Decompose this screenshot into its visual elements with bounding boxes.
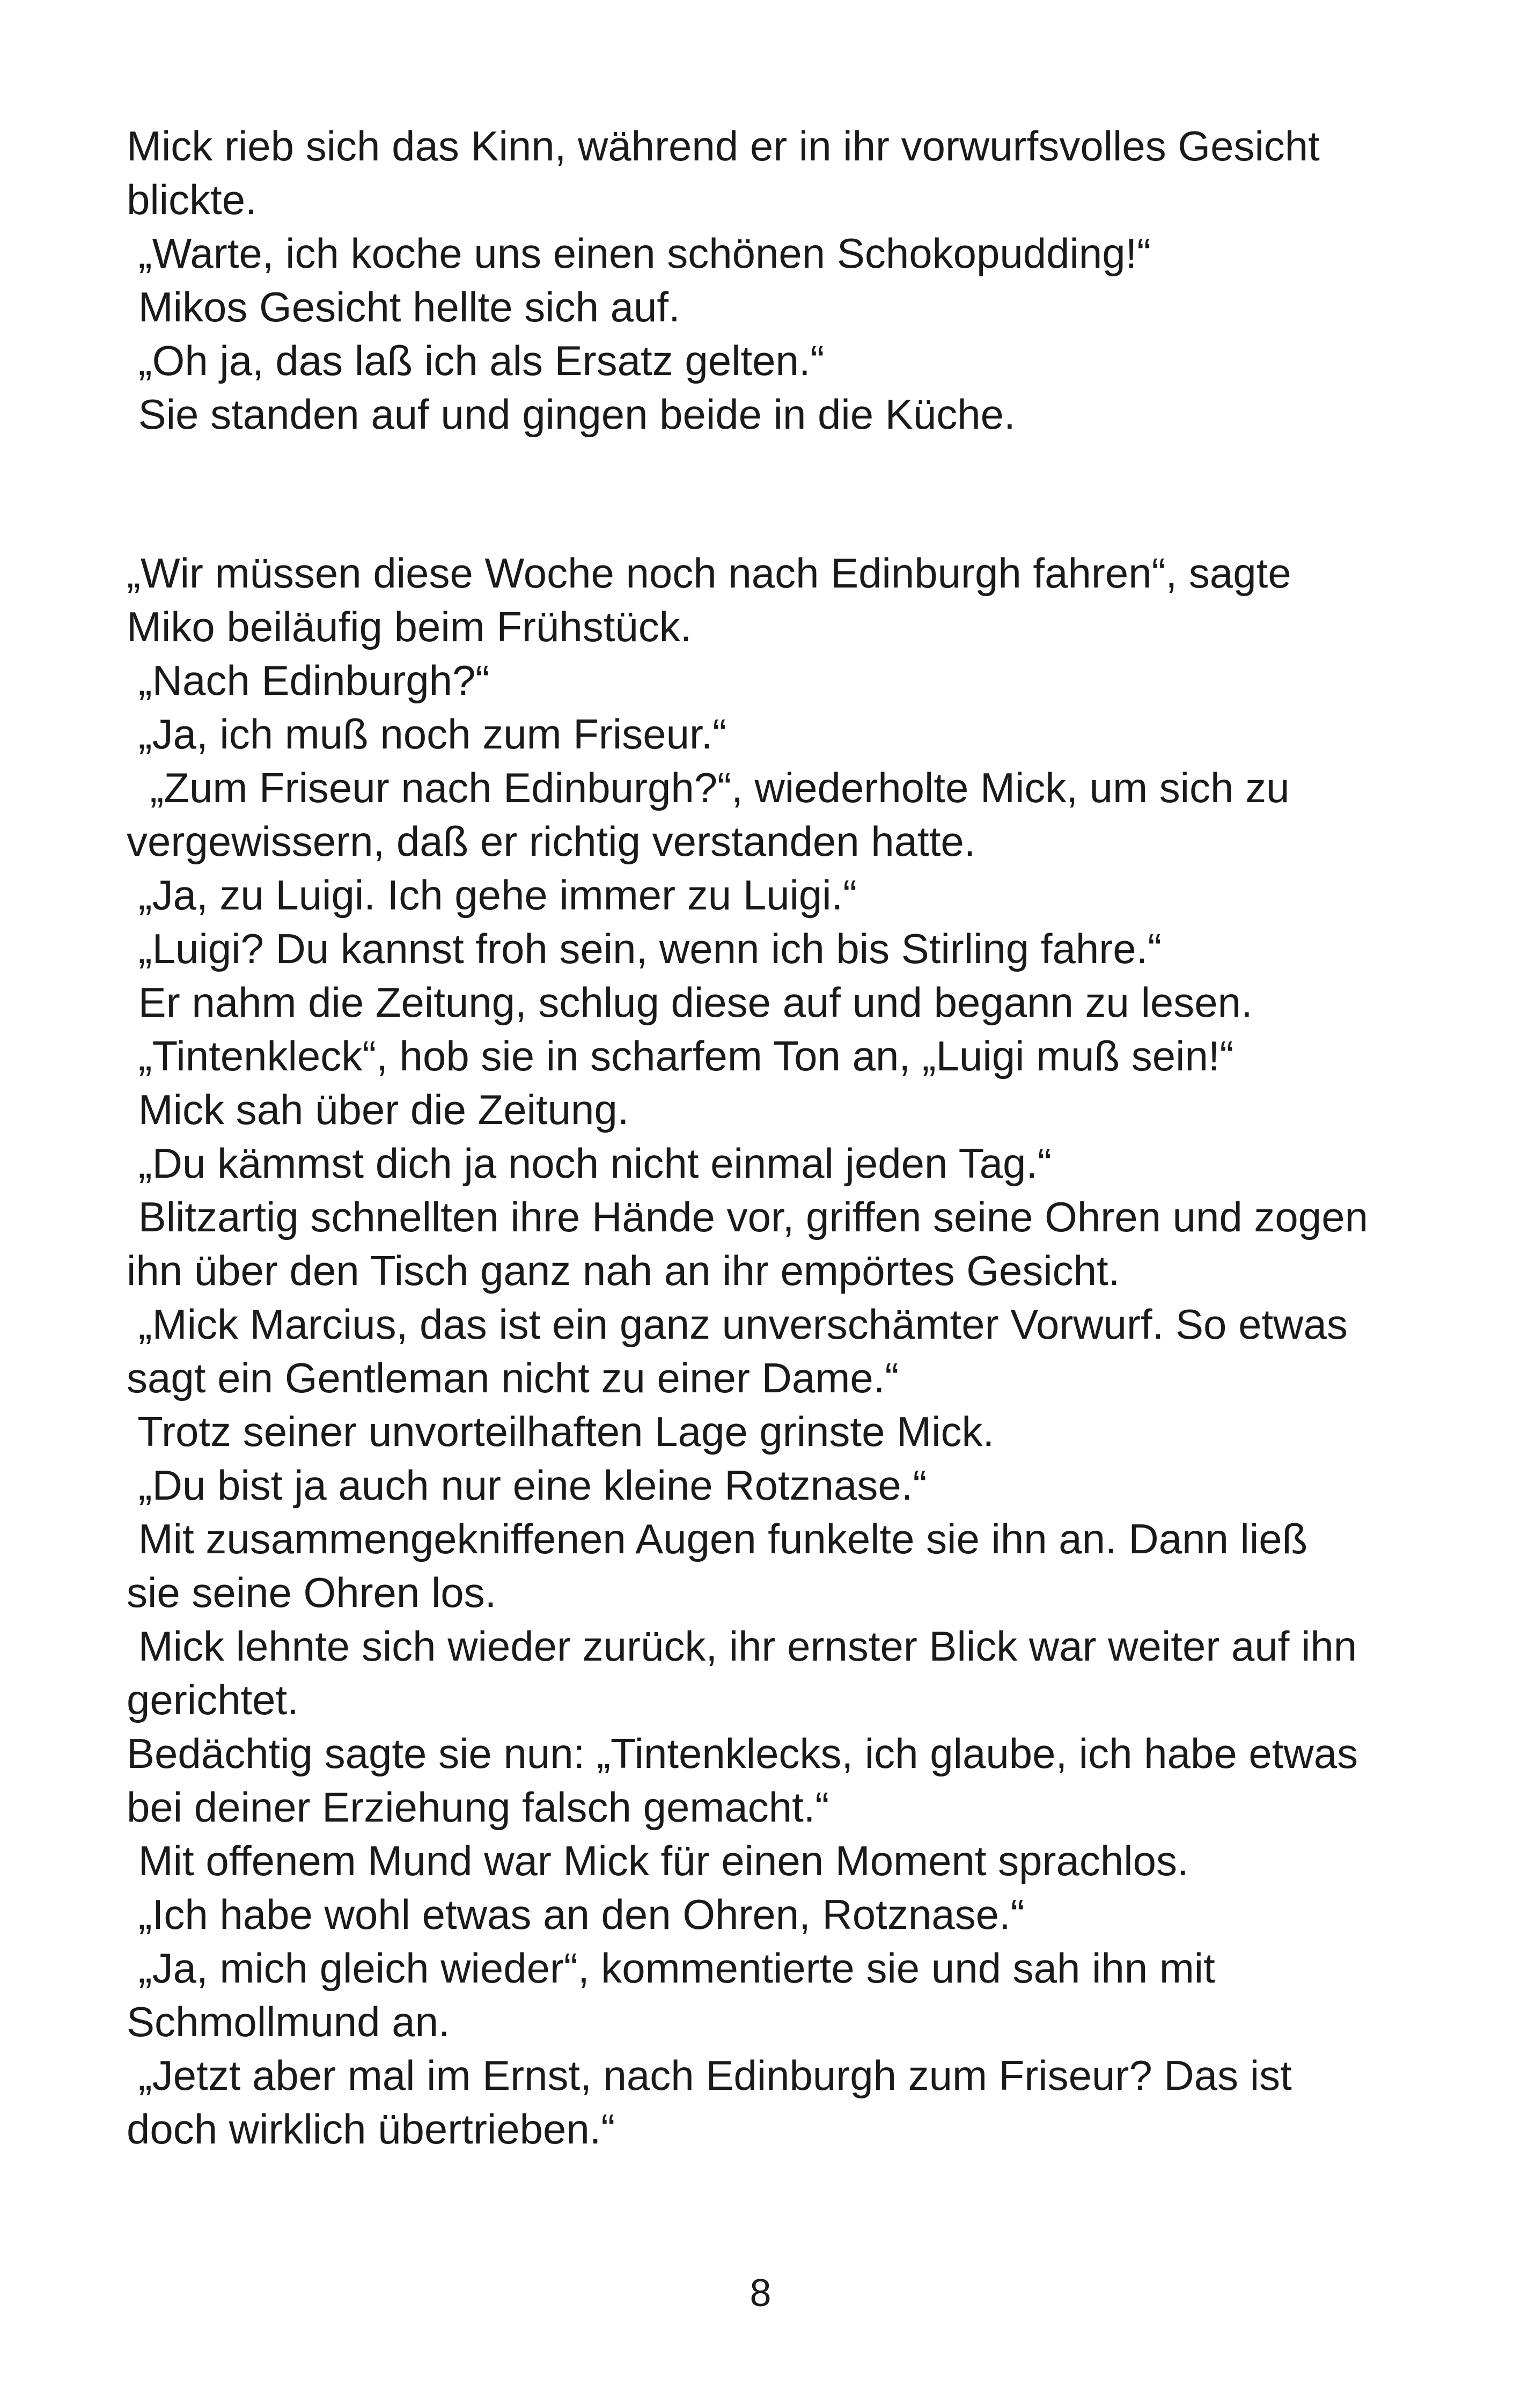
- text-line: Er nahm die Zeitung, schlug diese auf und begann zu lesen.: [127, 979, 1253, 1026]
- text-line: ihn über den Tisch ganz nah an ihr empörtes Gesicht.: [127, 1247, 1120, 1294]
- text-line: Bedächtig sagte sie nun: „Tintenklecks, ich glaube, ich habe etwas: [127, 1730, 1358, 1777]
- paragraph-block-2: [127, 546, 1393, 2156]
- text-line: Mick sah über die Zeitung.: [127, 1086, 629, 1133]
- text-line: „Oh ja, das laß ich als Ersatz gelten.“: [127, 337, 825, 384]
- text-line: Trotz seiner unvorteilhaften Lage grinste Mick.: [127, 1408, 995, 1455]
- text-line: blickte.: [127, 176, 257, 223]
- text-line: „Luigi? Du kannst froh sein, wenn ich bis Stirling fahre.“: [127, 925, 1162, 972]
- text-line: Schmollmund an.: [127, 1998, 450, 2045]
- text-line: „Mick Marcius, das ist ein ganz unverschämter Vorwurf. So etwas: [127, 1301, 1348, 1348]
- text-line: sagt ein Gentleman nicht zu einer Dame.“: [127, 1354, 899, 1401]
- text-line: Blitzartig schnellten ihre Hände vor, griffen seine Ohren und zogen: [127, 1193, 1368, 1240]
- text-line: Sie standen auf und gingen beide in die Küche.: [127, 391, 1016, 438]
- text-line: bei deiner Erziehung falsch gemacht.“: [127, 1783, 829, 1831]
- text-line: vergewissern, daß er richtig verstanden hatte.: [127, 818, 976, 865]
- text-line: „Tintenkleck“, hob sie in scharfem Ton an, „Luigi muß sein!“: [127, 1032, 1234, 1080]
- text-line: „Ja, mich gleich wieder“, kommentierte sie und sah ihn mit: [127, 1944, 1215, 1992]
- text-line: „Zum Friseur nach Edinburgh?“, wiederholte Mick, um sich zu: [127, 764, 1290, 811]
- text-line: Mick rieb sich das Kinn, während er in ihr vorwurfsvolles Gesicht: [127, 122, 1320, 170]
- text-line: „Warte, ich koche uns einen schönen Schokopudding!“: [127, 230, 1151, 277]
- text-line: doch wirklich übertrieben.“: [127, 2105, 615, 2153]
- text-line: „Nach Edinburgh?“: [127, 657, 490, 704]
- text-line: „Ich habe wohl etwas an den Ohren, Rotznase.“: [127, 1891, 1025, 1938]
- text-line: „Ja, ich muß noch zum Friseur.“: [127, 710, 727, 758]
- page-number: 8: [750, 2272, 771, 2315]
- text-line: sie seine Ohren los.: [127, 1569, 497, 1616]
- text-line: Mit zusammengekniffenen Augen funkelte sie ihn an. Dann ließ: [127, 1515, 1308, 1562]
- text-line: „Wir müssen diese Woche noch nach Edinburgh fahren“, sagte: [127, 549, 1291, 597]
- paragraph-block-1: [127, 119, 1393, 441]
- text-line: Miko beiläufig beim Frühstück.: [127, 603, 692, 650]
- text-line: Mick lehnte sich wieder zurück, ihr ernster Blick war weiter auf ihn: [127, 1623, 1357, 1670]
- text-line: „Ja, zu Luigi. Ich gehe immer zu Luigi.“: [127, 871, 857, 919]
- text-line: „Du bist ja auch nur eine kleine Rotznase.“: [127, 1462, 927, 1509]
- text-line: Mikos Gesicht hellte sich auf.: [127, 283, 680, 331]
- text-line: „Jetzt aber mal im Ernst, nach Edinburgh zum Friseur? Das ist: [127, 2052, 1292, 2099]
- text-line: „Du kämmst dich ja noch nicht einmal jeden Tag.“: [127, 1140, 1052, 1187]
- text-line: gerichtet.: [127, 1676, 299, 1723]
- text-line: Mit offenem Mund war Mick für einen Moment sprachlos.: [127, 1837, 1189, 1884]
